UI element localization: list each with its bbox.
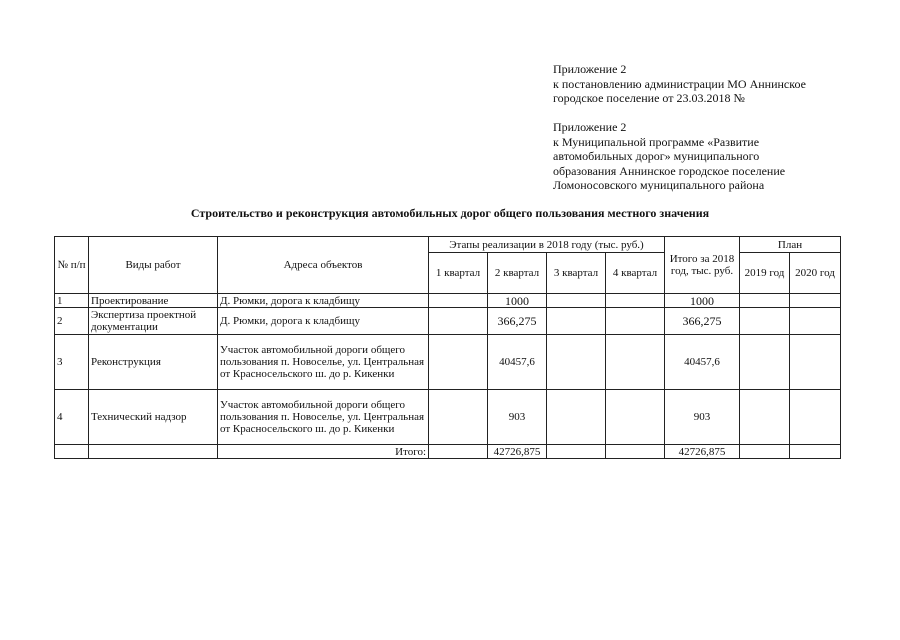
row-num: 3 xyxy=(55,335,89,390)
row-total: 1000 xyxy=(665,294,740,308)
row-2019 xyxy=(740,335,790,390)
table-row xyxy=(55,335,841,390)
header-2019: 2019 год xyxy=(740,253,790,294)
header-work-type: Виды работ xyxy=(89,237,218,294)
row-num: 1 xyxy=(55,294,89,308)
row-q1 xyxy=(429,335,488,390)
row-address: Участок автомобильной дороги общего пользования п. Новоселье, ул. Центральная от Красносельского ш. до р. Кикенки xyxy=(218,390,429,445)
header-2020: 2020 год xyxy=(790,253,841,294)
row-2020 xyxy=(790,390,841,445)
table-total-row xyxy=(55,445,841,459)
row-work-type: Технический надзор xyxy=(89,390,218,445)
header-q4: 4 квартал xyxy=(606,253,665,294)
row-2020 xyxy=(790,294,841,308)
header-q2: 2 квартал xyxy=(488,253,547,294)
appendix-line: Ломоносовского муниципального района xyxy=(553,178,765,192)
header-q1: 1 квартал xyxy=(429,253,488,294)
total-sum: 42726,875 xyxy=(665,445,740,459)
row-q3 xyxy=(547,294,606,308)
row-q4 xyxy=(606,390,665,445)
road-works-table xyxy=(54,236,841,459)
row-2019 xyxy=(740,308,790,335)
row-2019 xyxy=(740,390,790,445)
total-q2: 42726,875 xyxy=(488,445,547,459)
row-2020 xyxy=(790,335,841,390)
total-label: Итого: xyxy=(218,445,429,459)
table-row xyxy=(55,390,841,445)
row-work-type: Экспертиза проектной документации xyxy=(89,308,218,335)
row-address: Д. Рюмки, дорога к кладбищу xyxy=(218,294,429,308)
appendix-line: к Муниципальной программе «Развитие xyxy=(553,134,760,149)
row-q2: 903 xyxy=(488,390,547,445)
appendix-line: городское поселение от 23.03.2018 № xyxy=(553,91,745,105)
appendix-line: к постановлению администрации МО Аннинское xyxy=(553,76,806,91)
row-q2: 366,275 xyxy=(488,308,547,335)
appendix-line: образования Аннинское городское поселение xyxy=(553,163,786,178)
appendix-program-note xyxy=(553,120,785,193)
row-total: 40457,6 xyxy=(665,335,740,390)
header-num: № п/п xyxy=(55,237,89,294)
row-q1 xyxy=(429,294,488,308)
row-q1 xyxy=(429,308,488,335)
row-q4 xyxy=(606,308,665,335)
appendix-line: автомобильных дорог» муниципального xyxy=(553,149,760,163)
document-title: Строительство и реконструкция автомобильных дорог общего пользования местного значения xyxy=(190,206,710,220)
row-address: Участок автомобильной дороги общего пользования п. Новоселье, ул. Центральная от Красносельского ш. до р. Кикенки xyxy=(218,335,429,390)
appendix-line: Приложение 2 xyxy=(553,120,627,134)
table-row xyxy=(55,308,841,335)
row-q2: 1000 xyxy=(488,294,547,308)
row-work-type: Проектирование xyxy=(89,294,218,308)
row-q4 xyxy=(606,294,665,308)
row-2020 xyxy=(790,308,841,335)
header-plan: План xyxy=(740,237,841,253)
header-stages: Этапы реализации в 2018 году (тыс. руб.) xyxy=(429,237,665,253)
row-num: 2 xyxy=(55,308,89,335)
row-total: 903 xyxy=(665,390,740,445)
row-q3 xyxy=(547,335,606,390)
row-q1 xyxy=(429,390,488,445)
table-row xyxy=(55,294,841,308)
row-q2: 40457,6 xyxy=(488,335,547,390)
row-work-type: Реконструкция xyxy=(89,335,218,390)
header-total-2018: Итого за 2018 год, тыс. руб. xyxy=(665,237,740,294)
row-2019 xyxy=(740,294,790,308)
row-address: Д. Рюмки, дорога к кладбищу xyxy=(218,308,429,335)
row-num: 4 xyxy=(55,390,89,445)
header-address: Адреса объектов xyxy=(218,237,429,294)
appendix-line: Приложение 2 xyxy=(553,62,627,76)
appendix-decree-note xyxy=(553,62,806,106)
row-total: 366,275 xyxy=(665,308,740,335)
header-q3: 3 квартал xyxy=(547,253,606,294)
row-q3 xyxy=(547,390,606,445)
row-q3 xyxy=(547,308,606,335)
row-q4 xyxy=(606,335,665,390)
